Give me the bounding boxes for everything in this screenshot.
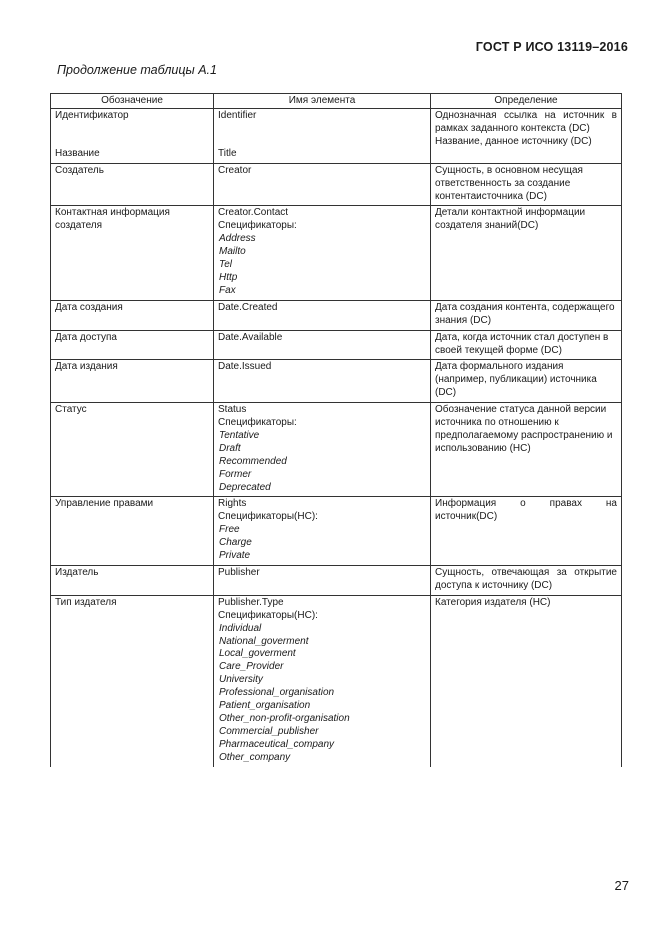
table-caption: Продолжение таблицы А.1 bbox=[57, 63, 217, 77]
header-designation: Обозначение bbox=[51, 94, 214, 109]
designation-cell: Издатель bbox=[51, 566, 214, 596]
header-element-name: Имя элемента bbox=[214, 94, 431, 109]
qualifier-item: Address bbox=[219, 233, 256, 245]
qualifier-item: University bbox=[219, 674, 263, 686]
element-text: Rights bbox=[218, 498, 247, 510]
page-number: 27 bbox=[614, 878, 629, 893]
element-text: Status bbox=[218, 404, 247, 416]
definition-cell: Детали контактной информации создателя знаний(DC) bbox=[431, 206, 622, 300]
table-row bbox=[51, 300, 622, 330]
qualifier-item: Private bbox=[219, 550, 251, 562]
definition-cell bbox=[431, 108, 622, 163]
designation-cell: Дата создания bbox=[51, 300, 214, 330]
qualifier-item: Pharmaceutical_company bbox=[219, 738, 335, 750]
element-text: Publisher.Type bbox=[218, 596, 284, 608]
designation-cell: Статус bbox=[51, 403, 214, 497]
definition-cell: Сущность, в основном несущая ответственность за создание контентаисточника (DC) bbox=[431, 163, 622, 206]
definition-text: Однозначная ссылка на источник в рамках заданного контекста (DC) bbox=[435, 109, 617, 134]
qualifier-item: Deprecated bbox=[219, 481, 271, 493]
designation-text: Название bbox=[55, 147, 100, 159]
element-text: Identifier bbox=[218, 109, 257, 121]
designation-cell: Контактная информация создателя bbox=[51, 206, 214, 300]
qualifier-item: Charge bbox=[219, 537, 252, 549]
qualifier-item: Professional_organisation bbox=[219, 687, 335, 699]
table-row bbox=[51, 108, 622, 163]
table-row bbox=[51, 595, 622, 766]
qualifier-label: Спецификаторы(HC): bbox=[218, 609, 318, 621]
qualifier-item: Local_goverment bbox=[219, 648, 296, 660]
qualifier-item: Draft bbox=[219, 442, 241, 454]
element-cell: Date.Available bbox=[214, 330, 431, 360]
qualifier-item: Other_company bbox=[219, 751, 291, 763]
element-cell bbox=[214, 403, 431, 497]
element-text: Title bbox=[218, 147, 237, 159]
qualifier-item: National_goverment bbox=[219, 635, 309, 647]
definition-text: Название, данное источнику (DC) bbox=[435, 135, 592, 147]
definition-cell: Категория издателя (HC) bbox=[431, 595, 622, 766]
qualifier-label: Спецификаторы: bbox=[218, 220, 297, 232]
designation-cell bbox=[51, 108, 214, 163]
definition-cell: Информация о правах на источник(DC) bbox=[431, 497, 622, 566]
element-cell bbox=[214, 595, 431, 766]
designation-cell: Управление правами bbox=[51, 497, 214, 566]
definition-cell: Дата, когда источник стал доступен в своей текущей форме (DC) bbox=[431, 330, 622, 360]
designation-cell: Создатель bbox=[51, 163, 214, 206]
qualifier-label: Спецификаторы: bbox=[218, 417, 297, 429]
qualifier-item: Tel bbox=[219, 259, 232, 271]
document-header: ГОСТ Р ИСО 13119–2016 bbox=[475, 40, 628, 54]
table-row bbox=[51, 497, 622, 566]
qualifier-item: Commercial_publisher bbox=[219, 725, 319, 737]
table-row bbox=[51, 566, 622, 596]
designation-text: Идентификатор bbox=[55, 109, 129, 121]
table-row bbox=[51, 206, 622, 300]
element-cell: Date.Created bbox=[214, 300, 431, 330]
qualifier-item: Mailto bbox=[219, 246, 246, 258]
qualifier-label: Спецификаторы(HC): bbox=[218, 511, 318, 523]
table-row bbox=[51, 360, 622, 403]
designation-cell: Дата издания bbox=[51, 360, 214, 403]
qualifier-item: Tentative bbox=[219, 429, 260, 441]
element-cell bbox=[214, 108, 431, 163]
qualifier-item: Care_Provider bbox=[219, 661, 284, 673]
qualifier-item: Recommended bbox=[219, 455, 287, 467]
metadata-table bbox=[50, 93, 622, 767]
element-text: Creator.Contact bbox=[218, 207, 289, 219]
qualifier-item: Individual bbox=[219, 622, 262, 634]
qualifier-item: Free bbox=[219, 524, 240, 536]
table-header-row bbox=[51, 94, 622, 109]
table-row bbox=[51, 403, 622, 497]
element-cell: Creator bbox=[214, 163, 431, 206]
table-row bbox=[51, 330, 622, 360]
qualifier-item: Fax bbox=[219, 284, 236, 296]
definition-cell: Дата создания контента, содержащего знания (DC) bbox=[431, 300, 622, 330]
qualifier-item: Http bbox=[219, 271, 238, 283]
qualifier-item: Former bbox=[219, 468, 252, 480]
designation-cell: Дата доступа bbox=[51, 330, 214, 360]
element-cell: Date.Issued bbox=[214, 360, 431, 403]
table-row bbox=[51, 163, 622, 206]
element-cell bbox=[214, 206, 431, 300]
definition-cell: Обозначение статуса данной версии источника по отношению к предполагаемому распространению и использованию (HC) bbox=[431, 403, 622, 497]
definition-cell: Дата формального издания (например, публикации) источника (DC) bbox=[431, 360, 622, 403]
qualifier-item: Other_non-profit-organisation bbox=[219, 712, 350, 724]
header-definition: Определение bbox=[431, 94, 622, 109]
designation-cell: Тип издателя bbox=[51, 595, 214, 766]
definition-cell: Сущность, отвечающая за открытие доступа к источнику (DC) bbox=[431, 566, 622, 596]
element-cell: Publisher bbox=[214, 566, 431, 596]
element-cell bbox=[214, 497, 431, 566]
qualifier-item: Patient_organisation bbox=[219, 700, 311, 712]
